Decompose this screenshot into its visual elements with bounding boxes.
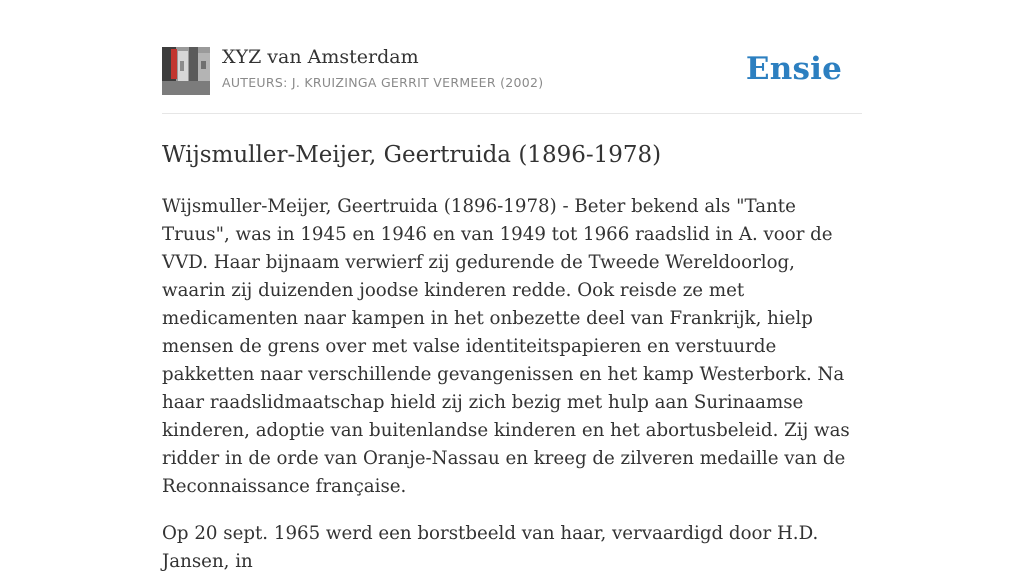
- street-photo-icon: [162, 47, 210, 95]
- source-title[interactable]: XYZ van Amsterdam: [222, 46, 419, 68]
- source-thumbnail-icon[interactable]: [162, 47, 210, 95]
- source-authors: AUTEURS: J. KRUIZINGA GERRIT VERMEER (2002): [222, 75, 544, 90]
- article-title: Wijsmuller-Meijer, Geertruida (1896-1978): [162, 142, 662, 168]
- article-paragraph: Wijsmuller-Meijer, Geertruida (1896-1978) - Beter bekend als "Tante Truus", was in 1945 en 1946 en van 1949 tot 1966 raadslid in A. voor de VVD. Haar bijnaam verwierf zij gedurende de Tweede Wereldoorlog, waarin zij duizenden joodse kinderen redde. Ook reisde ze met medicamenten naar kampen in het onbezette deel van Frankrijk, hielp mensen de grens over met valse identiteitspapieren en verstuurde pakketten naar verschillende gevangenissen en het kamp Westerbork. Na haar raadslidmaatschap hield zij zich bezig met hulp aan Surinaamse kinderen, adoptie van buitenlandse kinderen en het abortusbeleid. Zij was ridder in de orde van Oranje-Nassau en kreeg de zilveren medaille van de Reconnaissance française.: [162, 196, 850, 497]
- article-paragraph: Op 20 sept. 1965 werd een borstbeeld van haar, vervaardigd door H.D. Jansen, in: [162, 523, 819, 572]
- source-header: [162, 0, 862, 114]
- page: [162, 0, 862, 576]
- ensie-logo[interactable]: Ensie: [745, 51, 842, 87]
